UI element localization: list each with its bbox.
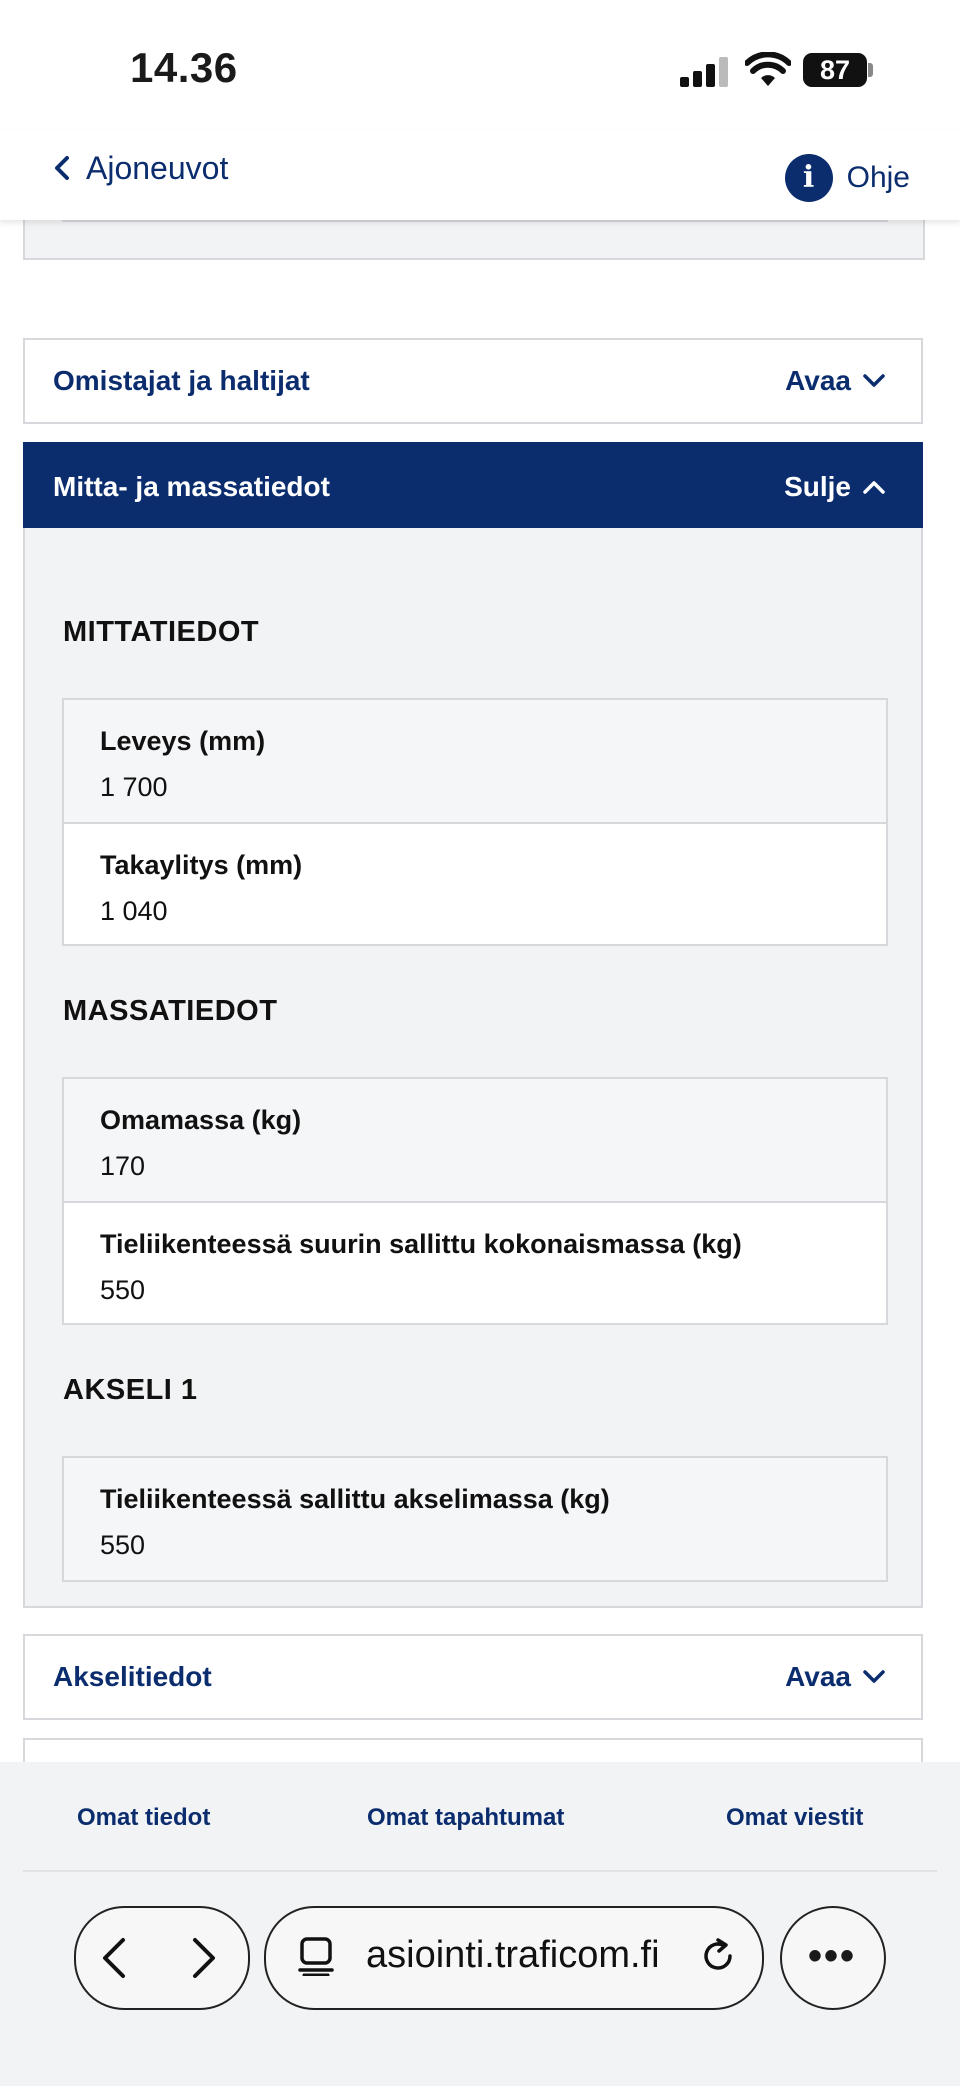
info-icon: i bbox=[785, 154, 833, 202]
link-own-events[interactable]: Omat tapahtumat bbox=[367, 1804, 565, 1831]
field-rear-overhang bbox=[64, 822, 886, 944]
next-accordion-partial bbox=[23, 1738, 923, 1762]
field-label: Takaylitys (mm) bbox=[100, 850, 303, 880]
previous-field bbox=[62, 220, 888, 222]
accordion-dimensions[interactable] bbox=[23, 442, 923, 532]
masses-field-group bbox=[62, 1077, 888, 1325]
accordion-axles-toggle-label: Avaa bbox=[785, 1661, 851, 1692]
section-title-measurements: MITTATIEDOT bbox=[63, 616, 260, 648]
cellular-signal-icon bbox=[680, 57, 730, 87]
main-content bbox=[0, 220, 960, 1762]
field-axle-mass bbox=[64, 1458, 886, 1580]
back-link[interactable] bbox=[50, 146, 228, 190]
accordion-dimensions-toggle-label: Sulje bbox=[784, 471, 851, 502]
field-value: 170 bbox=[100, 1151, 146, 1181]
field-label: Tieliikenteessä sallittu akselimassa (kg) bbox=[100, 1484, 610, 1514]
field-curb-mass bbox=[64, 1079, 886, 1201]
clock: 14.36 bbox=[130, 44, 238, 91]
battery-tip bbox=[868, 63, 873, 77]
bottom-links-bar bbox=[0, 1762, 960, 1872]
wifi-icon bbox=[745, 52, 791, 88]
address-bar[interactable] bbox=[264, 1906, 764, 2010]
accordion-dimensions-title: Mitta- ja massatiedot bbox=[53, 471, 330, 502]
accordion-dimensions-toggle[interactable] bbox=[784, 471, 885, 503]
browser-toolbar bbox=[0, 1872, 960, 2086]
field-label: Omamassa (kg) bbox=[100, 1105, 302, 1135]
battery-icon: 87 bbox=[803, 53, 867, 87]
reload-icon[interactable] bbox=[696, 1934, 740, 1978]
navigation-buttons bbox=[74, 1906, 250, 2010]
field-label: Tieliikenteessä suurin sallittu kokonaismassa (kg) bbox=[100, 1229, 742, 1259]
help-link[interactable] bbox=[785, 150, 910, 206]
link-own-info[interactable]: Omat tiedot bbox=[77, 1804, 211, 1831]
section-title-masses: MASSATIEDOT bbox=[63, 995, 278, 1027]
more-button[interactable] bbox=[780, 1906, 886, 2010]
previous-section-panel bbox=[23, 220, 925, 260]
field-value: 1 700 bbox=[100, 772, 168, 802]
chevron-up-icon bbox=[863, 480, 885, 494]
back-link-label: Ajoneuvot bbox=[86, 149, 229, 186]
field-value: 550 bbox=[100, 1275, 146, 1305]
accordion-axles[interactable] bbox=[23, 1634, 923, 1720]
chevron-down-icon bbox=[863, 1670, 885, 1684]
back-arrow-icon[interactable] bbox=[90, 1932, 142, 1984]
forward-arrow-icon[interactable] bbox=[176, 1932, 228, 1984]
accordion-axles-title: Akselitiedot bbox=[53, 1661, 212, 1692]
measurements-field-group bbox=[62, 698, 888, 946]
tabs-icon[interactable] bbox=[298, 1936, 336, 1976]
accordion-owners-toggle[interactable] bbox=[785, 365, 885, 397]
field-max-total-mass bbox=[64, 1201, 886, 1323]
accordion-axles-toggle[interactable] bbox=[785, 1661, 885, 1693]
field-value: 550 bbox=[100, 1530, 146, 1560]
section-title-axle-1: AKSELI 1 bbox=[63, 1374, 198, 1406]
url-text: asiointi.traficom.fi bbox=[366, 1934, 660, 1976]
help-link-label: Ohje bbox=[846, 161, 910, 194]
accordion-owners-toggle-label: Avaa bbox=[785, 365, 851, 396]
axle-1-field-group bbox=[62, 1456, 888, 1582]
top-navigation bbox=[0, 130, 960, 220]
chevron-down-icon bbox=[863, 374, 885, 388]
more-icon: ••• bbox=[808, 1934, 857, 1978]
chevron-left-icon bbox=[50, 155, 76, 181]
field-value: 1 040 bbox=[100, 896, 168, 926]
dimensions-panel bbox=[23, 528, 923, 1608]
accordion-owners[interactable] bbox=[23, 338, 923, 424]
link-own-messages[interactable]: Omat viestit bbox=[726, 1804, 864, 1831]
status-bar bbox=[0, 0, 960, 130]
field-width bbox=[64, 700, 886, 822]
accordion-owners-title: Omistajat ja haltijat bbox=[53, 365, 310, 396]
field-label: Leveys (mm) bbox=[100, 726, 266, 756]
